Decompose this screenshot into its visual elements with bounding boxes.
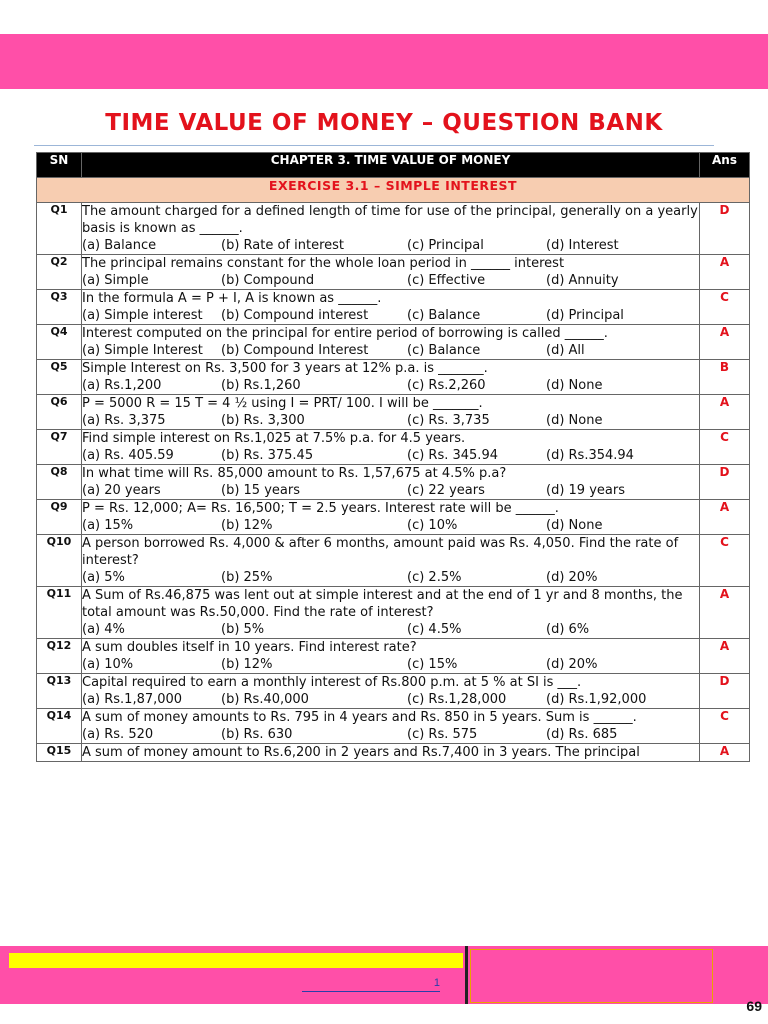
answer-key: A — [700, 395, 750, 430]
options-row — [82, 342, 699, 359]
question-row — [37, 674, 750, 709]
question-bank-table — [36, 152, 750, 762]
option-a: (a) 5% — [82, 570, 125, 585]
question-text: Simple Interest on Rs. 3,500 for 3 years at 12% p.a. is _______. — [82, 361, 488, 376]
options-row — [82, 237, 699, 254]
question-cell — [82, 325, 700, 360]
options-row — [82, 482, 699, 499]
options-row — [82, 272, 699, 289]
option-d: (d) Principal — [546, 308, 624, 323]
question-row — [37, 500, 750, 535]
column-header-ans: Ans — [700, 153, 750, 178]
option-c: (c) Rs.1,28,000 — [407, 692, 507, 707]
options-row — [82, 517, 699, 534]
question-number: Q5 — [37, 360, 82, 395]
question-number: Q11 — [37, 587, 82, 639]
footer-box — [470, 949, 713, 1003]
option-b: (b) Compound Interest — [221, 343, 369, 358]
option-a: (a) Balance — [82, 238, 157, 253]
question-cell — [82, 709, 700, 744]
question-cell — [82, 255, 700, 290]
question-number: Q13 — [37, 674, 82, 709]
options-row — [82, 307, 699, 324]
question-row — [37, 325, 750, 360]
question-row — [37, 709, 750, 744]
answer-key: B — [700, 360, 750, 395]
question-number: Q6 — [37, 395, 82, 430]
question-number: Q8 — [37, 465, 82, 500]
option-b: (b) Compound interest — [221, 308, 369, 323]
option-a: (a) 10% — [82, 657, 134, 672]
question-cell — [82, 290, 700, 325]
question-text: P = 5000 R = 15 T = 4 ½ using I = PRT/ 100. I will be _______. — [82, 396, 483, 411]
column-header-chapter: CHAPTER 3. TIME VALUE OF MONEY — [82, 153, 700, 178]
option-d: (d) Rs.354.94 — [546, 448, 634, 463]
question-text: In the formula A = P + I, A is known as ______. — [82, 291, 382, 306]
option-a: (a) Rs.1,87,000 — [82, 692, 183, 707]
question-text: A sum of money amount to Rs.6,200 in 2 years and Rs.7,400 in 3 years. The principal — [82, 745, 640, 760]
option-b: (b) Rate of interest — [221, 238, 345, 253]
question-cell — [82, 360, 700, 395]
question-text: Find simple interest on Rs.1,025 at 7.5% p.a. for 4.5 years. — [82, 431, 466, 446]
question-cell — [82, 430, 700, 465]
question-text: A sum doubles itself in 10 years. Find interest rate? — [82, 640, 417, 655]
option-c: (c) Balance — [407, 308, 481, 323]
question-text: Interest computed on the principal for entire period of borrowing is called ______. — [82, 326, 608, 341]
question-row — [37, 465, 750, 500]
answer-key: D — [700, 465, 750, 500]
options-row — [82, 569, 699, 586]
page-title: TIME VALUE OF MONEY – QUESTION BANK — [105, 110, 663, 136]
question-cell — [82, 395, 700, 430]
answer-key: A — [700, 255, 750, 290]
option-b: (b) Rs. 3,300 — [221, 413, 305, 428]
footer-page-link[interactable]: 1 — [302, 977, 440, 992]
question-cell — [82, 674, 700, 709]
question-number: Q14 — [37, 709, 82, 744]
question-row — [37, 395, 750, 430]
options-row — [82, 691, 699, 708]
question-cell — [82, 744, 700, 762]
option-a: (a) Simple interest — [82, 308, 203, 323]
option-c: (c) Principal — [407, 238, 484, 253]
footer-divider — [465, 946, 468, 1004]
question-number: Q12 — [37, 639, 82, 674]
question-text: In what time will Rs. 85,000 amount to Rs. 1,57,675 at 4.5% p.a? — [82, 466, 507, 481]
option-a: (a) Rs. 405.59 — [82, 448, 174, 463]
question-number: Q9 — [37, 500, 82, 535]
question-number: Q3 — [37, 290, 82, 325]
option-b: (b) Rs. 630 — [221, 727, 293, 742]
option-c: (c) Rs.2,260 — [407, 378, 486, 393]
question-row — [37, 587, 750, 639]
answer-key: A — [700, 744, 750, 762]
option-d: (d) Annuity — [546, 273, 619, 288]
footer-highlight-bar — [9, 953, 463, 968]
option-c: (c) 2.5% — [407, 570, 462, 585]
question-number: Q4 — [37, 325, 82, 360]
question-number: Q10 — [37, 535, 82, 587]
title-divider — [34, 145, 714, 146]
question-row — [37, 360, 750, 395]
answer-key: A — [700, 500, 750, 535]
options-row — [82, 656, 699, 673]
option-c: (c) Rs. 575 — [407, 727, 478, 742]
answer-key: D — [700, 674, 750, 709]
question-text: P = Rs. 12,000; A= Rs. 16,500; T = 2.5 years. Interest rate will be ______. — [82, 501, 559, 516]
option-d: (d) All — [546, 343, 585, 358]
option-c: (c) 10% — [407, 518, 458, 533]
question-text: A Sum of Rs.46,875 was lent out at simple interest and at the end of 1 yr and 8 months, the total amount was Rs.50,000. Find the rate of interest? — [82, 588, 683, 620]
option-b: (b) Rs.40,000 — [221, 692, 309, 707]
options-row — [82, 412, 699, 429]
option-d: (d) 20% — [546, 657, 598, 672]
question-row — [37, 639, 750, 674]
page-number: 69 — [746, 998, 762, 1014]
question-text: The principal remains constant for the whole loan period in ______ interest — [82, 256, 565, 271]
question-cell — [82, 500, 700, 535]
question-cell — [82, 535, 700, 587]
option-c: (c) Balance — [407, 343, 481, 358]
question-text: A person borrowed Rs. 4,000 & after 6 months, amount paid was Rs. 4,050. Find the rate of interest? — [82, 536, 679, 568]
option-c: (c) 15% — [407, 657, 458, 672]
answer-key: A — [700, 587, 750, 639]
question-number: Q15 — [37, 744, 82, 762]
question-row — [37, 744, 750, 762]
option-d: (d) None — [546, 413, 603, 428]
question-cell — [82, 203, 700, 255]
option-b: (b) 5% — [221, 622, 265, 637]
answer-key: D — [700, 203, 750, 255]
exercise-heading-row — [37, 178, 750, 203]
answer-key: A — [700, 325, 750, 360]
option-a: (a) 15% — [82, 518, 134, 533]
option-b: (b) 15 years — [221, 483, 300, 498]
options-row — [82, 447, 699, 464]
question-text: The amount charged for a defined length of time for use of the principal, generally on a yearly basis is known as ______. — [82, 204, 698, 236]
question-text: A sum of money amounts to Rs. 795 in 4 years and Rs. 850 in 5 years. Sum is ______. — [82, 710, 637, 725]
options-row — [82, 726, 699, 743]
option-b: (b) Rs.1,260 — [221, 378, 301, 393]
option-b: (b) 25% — [221, 570, 273, 585]
question-row — [37, 290, 750, 325]
question-number: Q1 — [37, 203, 82, 255]
question-cell — [82, 587, 700, 639]
answer-key: C — [700, 709, 750, 744]
question-row — [37, 203, 750, 255]
option-c: (c) Rs. 3,735 — [407, 413, 490, 428]
answer-key: C — [700, 535, 750, 587]
option-b: (b) 12% — [221, 657, 273, 672]
option-a: (a) Simple Interest — [82, 343, 203, 358]
option-c: (c) 22 years — [407, 483, 485, 498]
option-a: (a) Simple — [82, 273, 149, 288]
answer-key: A — [700, 639, 750, 674]
exercise-heading: EXERCISE 3.1 – SIMPLE INTEREST — [37, 178, 750, 203]
option-d: (d) 20% — [546, 570, 598, 585]
question-row — [37, 255, 750, 290]
option-c: (c) Effective — [407, 273, 486, 288]
table-header-row — [37, 153, 750, 178]
options-row — [82, 621, 699, 638]
question-number: Q2 — [37, 255, 82, 290]
option-d: (d) Rs. 685 — [546, 727, 618, 742]
answer-key: C — [700, 290, 750, 325]
option-d: (d) Interest — [546, 238, 619, 253]
option-b: (b) Rs. 375.45 — [221, 448, 314, 463]
option-b: (b) Compound — [221, 273, 315, 288]
answer-key: C — [700, 430, 750, 465]
option-d: (d) None — [546, 378, 603, 393]
option-d: (d) 19 years — [546, 483, 625, 498]
option-b: (b) 12% — [221, 518, 273, 533]
question-cell — [82, 639, 700, 674]
option-c: (c) 4.5% — [407, 622, 462, 637]
column-header-sn: SN — [37, 153, 82, 178]
question-cell — [82, 465, 700, 500]
question-text: Capital required to earn a monthly interest of Rs.800 p.m. at 5 % at SI is ___. — [82, 675, 582, 690]
option-a: (a) 20 years — [82, 483, 161, 498]
option-c: (c) Rs. 345.94 — [407, 448, 498, 463]
option-a: (a) Rs. 3,375 — [82, 413, 166, 428]
question-number: Q7 — [37, 430, 82, 465]
option-a: (a) Rs.1,200 — [82, 378, 162, 393]
question-row — [37, 430, 750, 465]
option-d: (d) 6% — [546, 622, 590, 637]
option-d: (d) Rs.1,92,000 — [546, 692, 647, 707]
options-row — [82, 377, 699, 394]
option-a: (a) 4% — [82, 622, 125, 637]
header-band — [0, 34, 768, 89]
option-a: (a) Rs. 520 — [82, 727, 154, 742]
option-d: (d) None — [546, 518, 603, 533]
question-row — [37, 535, 750, 587]
